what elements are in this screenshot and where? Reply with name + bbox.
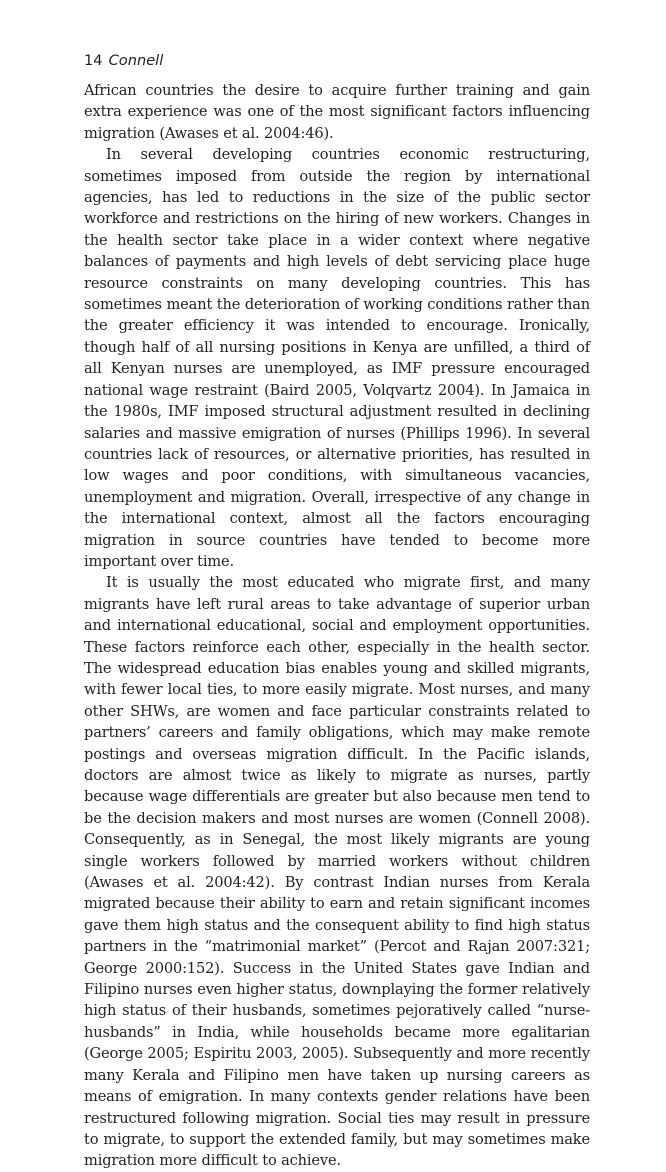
- page-number: 14: [84, 52, 103, 69]
- running-head: [84, 50, 590, 71]
- body-paragraph-continued: African countries the desire to acquire further training and gain extra experience was one of the most significant factors influencing migration (Awases et al. 2004:46).: [84, 82, 590, 142]
- body-paragraph-economic-restructuring: In several developing countries economic restructuring, sometimes imposed from outside the region by international agencies, has led to reductions in the size of the public sector workforce and restrictions on the hiring of new workers. Changes in the health sector take place in a wider context where negative balances of payments and high levels of debt servicing place huge resource constraints on many developing countries. This has sometimes meant the deterioration of working conditions rather than the greater efficiency it was intended to encourage. Ironically, though half of all nursing positions in Kenya are unfilled, a third of all Kenyan nurses are unemployed, as IMF pressure encouraged national wage restraint (Baird 2005, Volqvartz 2004). In Jamaica in the 1980s, IMF imposed structural adjustment resulted in declining salaries and massive emigration of nurses (Phillips 1996). In several countries lack of resources, or alternative priorities, has resulted in low wages and poor conditions, with simultaneous vacancies, unemployment and migration. Overall, irrespective of any change in the international context, almost all the factors encouraging migration in source countries have tended to become more important over time.: [84, 146, 590, 570]
- body-paragraph-education-gender: It is usually the most educated who migrate first, and many migrants have left rural areas to take advantage of superior urban and international educational, social and employment opportunities. These factors reinforce each other, especially in the health sector. The widespread education bias enables young and skilled migrants, with fewer local ties, to more easily migrate. Most nurses, and many other SHWs, are women and face particular constraints related to partners’ careers and family obligations, which may make remote postings and overseas migration difficult. In the Pacific islands, doctors are almost twice as likely to migrate as nurses, partly because wage differentials are greater but also because men tend to be the decision makers and most nurses are women (Connell 2008). Consequently, as in Senegal, the most likely migrants are young single workers followed by married workers without children (Awases et al. 2004:42). By contrast Indian nurses from Kerala migrated because their ability to earn and retain significant incomes gave them high status and the consequent ability to find high status partners in the “matrimonial market” (Percot and Rajan 2007:321; George 2000:152). Success in the United States gave Indian and Filipino nurses even higher status, downplaying the former relatively high status of their husbands, sometimes pejoratively called “nurse-husbands” in India, while households became more egalitarian (George 2005; Espiritu 2003, 2005). Subsequently and more recently many Kerala and Filipino men have taken up nursing careers as means of emigration. In many contexts gender relations have been restructured following migration. Social ties may result in pressure to migrate, to support the extended family, but may sometimes make migration more difficult to achieve.: [84, 574, 590, 1170]
- book-page: [84, 50, 590, 1172]
- running-head-author: Connell: [108, 52, 164, 69]
